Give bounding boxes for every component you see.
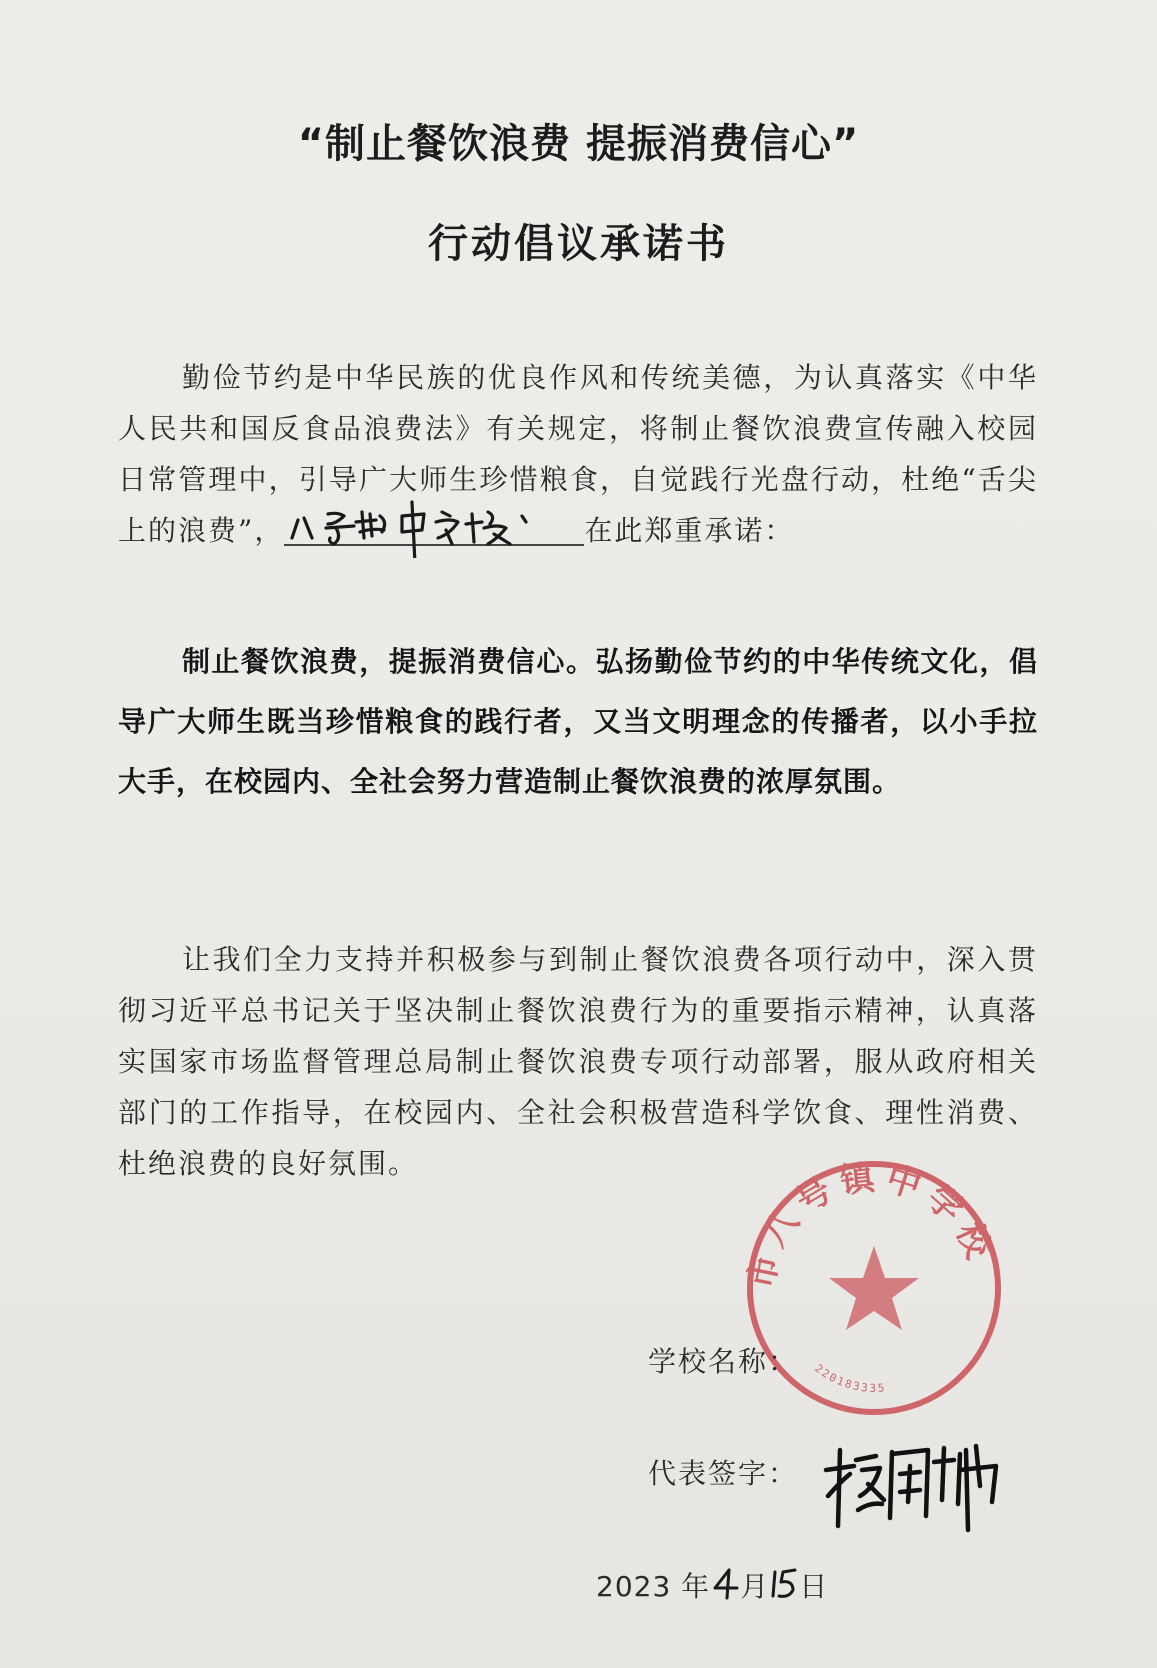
paragraph-intro-text: 勤俭节约是中华民族的优良作风和传统美德，为认真落实《中华人民共和国反食品浪费法》有关规定，将制止餐饮浪费宣传融入校园日常管理中，引导广大师生珍惜粮食，自觉践行光盘行动，杜绝“舌尖上的浪费”， [118, 361, 1038, 547]
handwritten-day-fifteen [769, 1568, 801, 1600]
date-year: 2023 [596, 1570, 672, 1603]
seal-text: 市八号镇中学校 [741, 1157, 1002, 1293]
document-title-line1: “制止餐饮浪费 提振消费信心” [297, 121, 860, 167]
date-day-unit: 日 [799, 1570, 829, 1603]
document-title-line2: 行动倡议承诺书 [428, 221, 729, 267]
school-name-blank [284, 510, 584, 546]
school-name-label: 学校名称： [648, 1345, 799, 1378]
representative-signature-label: 代表签字： [648, 1457, 799, 1490]
date-line [596, 1565, 828, 1605]
date-year-unit: 年 [681, 1570, 711, 1603]
handwritten-school-name [284, 498, 584, 558]
paragraph-call-to-action: 让我们全力支持并积极参与到制止餐饮浪费各项行动中，深入贯彻习近平总书记关于坚决制止餐饮浪费行为的重要指示精神，认真落实国家市场监督管理总局制止餐饮浪费专项行动部署，服从政府相关部门的工作指导，在校园内、全社会积极营造科学饮食、理性消费、杜绝浪费的良好氛围。 [118, 943, 1038, 1180]
paragraph-intro [118, 352, 1038, 556]
date-month-unit: 月 [740, 1570, 770, 1603]
paragraph-intro-tail: 在此郑重承诺： [584, 514, 795, 547]
representative-signature [820, 1430, 1020, 1540]
date-day-handwritten [769, 1568, 799, 1603]
official-seal [734, 1148, 1014, 1428]
handwritten-month-four [711, 1568, 739, 1600]
paragraph-commitment: 制止餐饮浪费，提振消费信心。弘扬勤俭节约的中华传统文化，倡导广大师生既当珍惜粮食的践行者，又当文明理念的传播者，以小手拉大手，在校园内、全社会努力营造制止餐饮浪费的浓厚氛围。 [118, 645, 1038, 798]
seal-number: 220183335 [812, 1361, 887, 1395]
svg-text:220183335 [812, 1362, 887, 1395]
date-month-handwritten [710, 1568, 740, 1603]
